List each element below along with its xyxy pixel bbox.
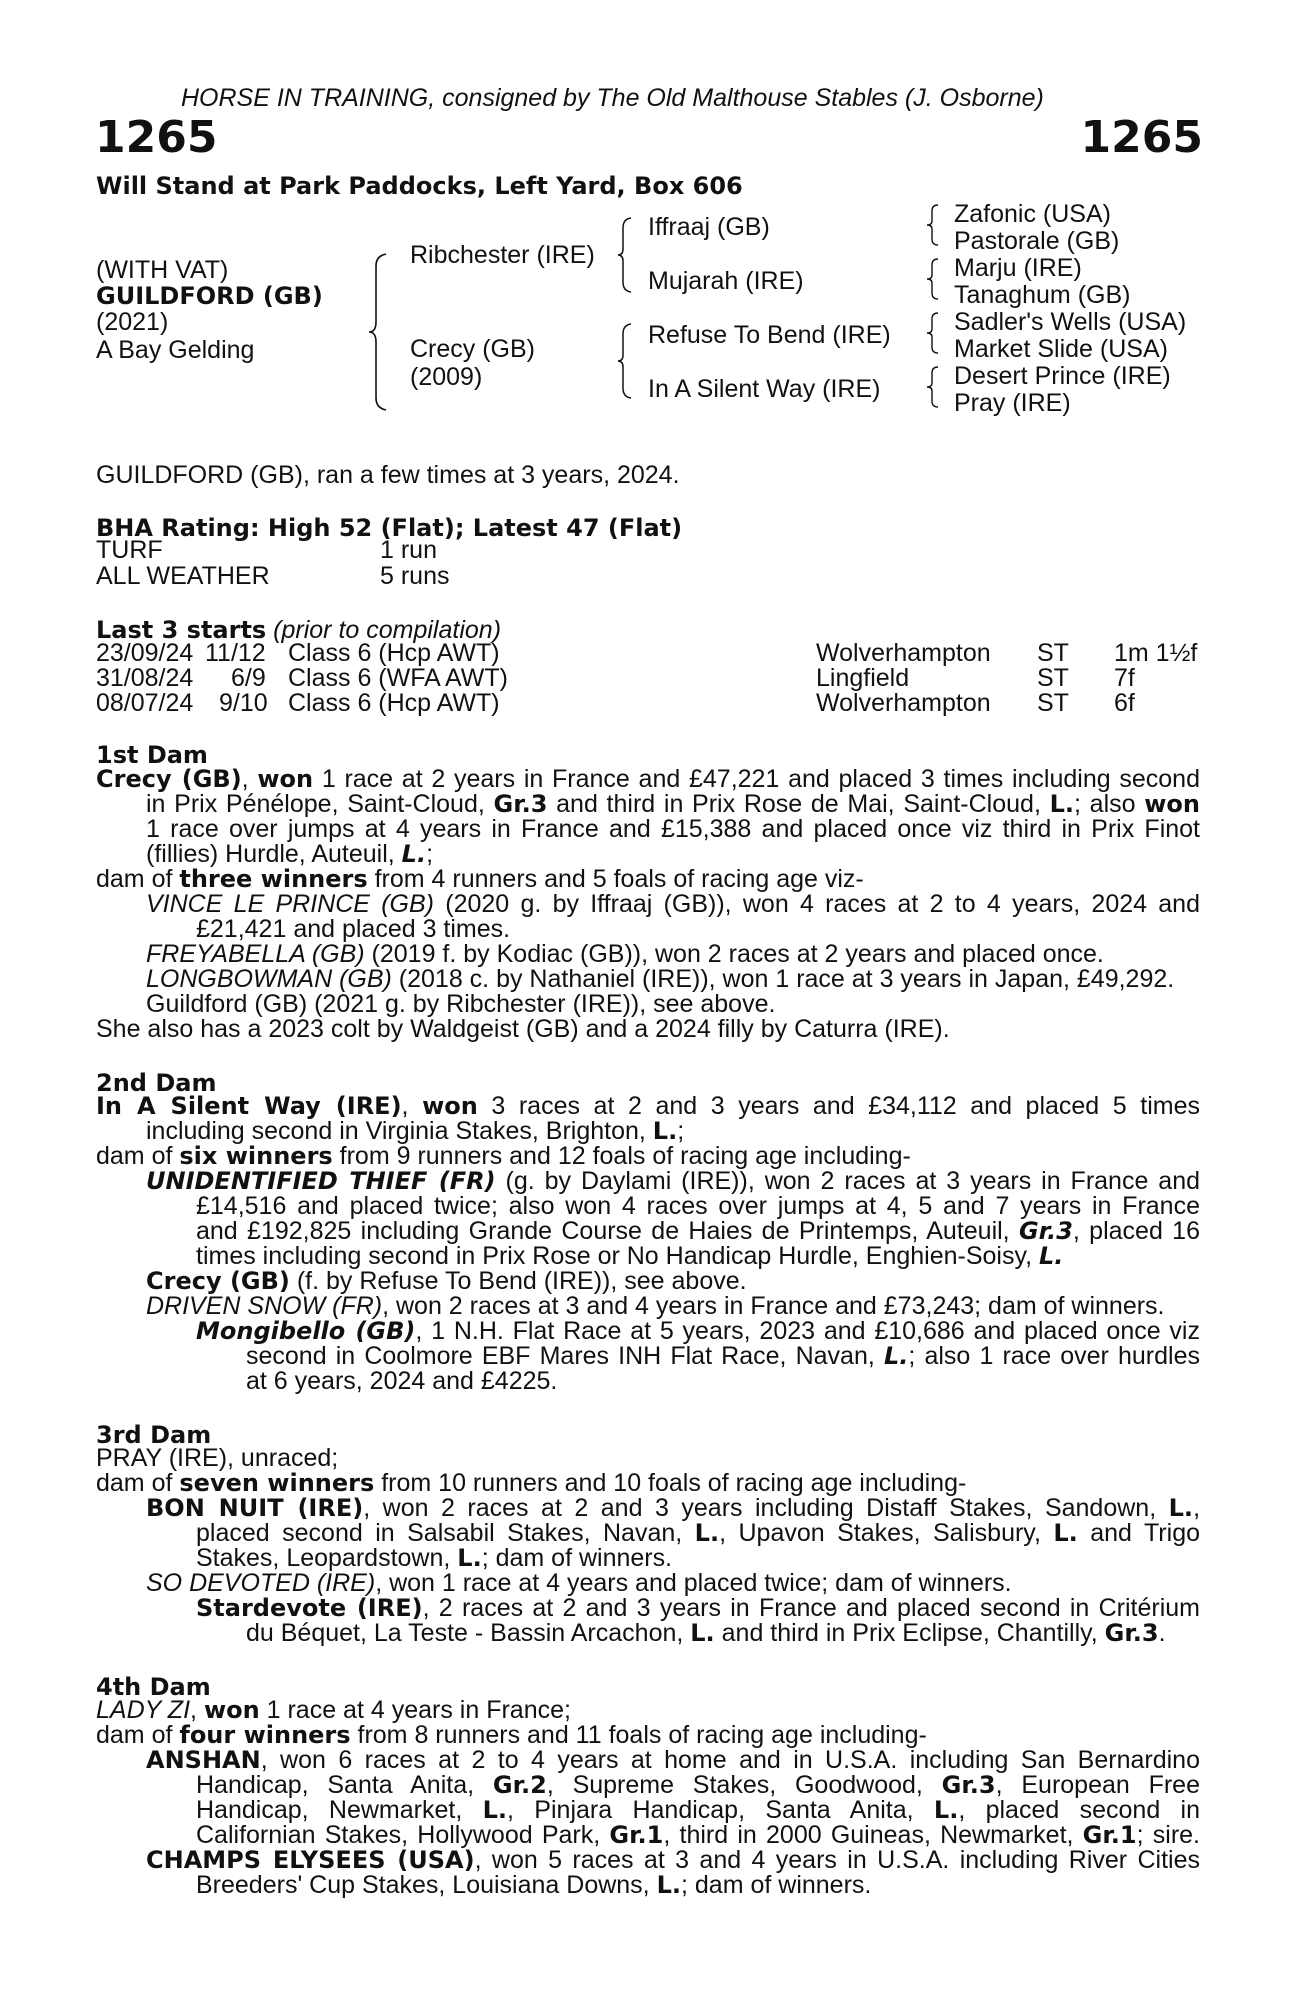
- section-heading: 3rd Dam: [96, 1421, 212, 1449]
- start-going: ST: [1037, 664, 1069, 692]
- text-run: 1 race at 2 years in France and £47,221 and placed 3 times including second: [313, 765, 1200, 793]
- start-position: 11/12: [205, 639, 266, 667]
- text-run: Gr.2: [492, 1771, 547, 1799]
- progeny-line: [146, 1571, 1012, 1596]
- text-run: L.: [1049, 790, 1075, 818]
- dam-line: [96, 1698, 571, 1723]
- text-run: , 1 N.H. Flat Race at 5 years, 2023 and £10,686 and placed once viz: [415, 1317, 1200, 1345]
- start-date: 23/09/24: [96, 639, 194, 667]
- lot-number-right: 1265: [1080, 112, 1203, 163]
- dam-note: She also has a 2023 colt by Waldgeist (GB) and a 2024 filly by Caturra (IRE).: [96, 1015, 950, 1043]
- race-summary: GUILDFORD (GB), ran a few times at 3 years, 2024.: [96, 461, 680, 489]
- text-run: LONGBOWMAN (GB): [146, 965, 392, 993]
- text-run: FREYABELLA (GB): [146, 940, 365, 968]
- start-going: ST: [1037, 689, 1069, 717]
- last-starts-title: Last 3 starts: [96, 616, 267, 644]
- text-run: L.: [883, 1342, 909, 1370]
- text-run: Gr.1: [609, 1821, 664, 1849]
- text-run: , won 6 races at 2 to 4 years at home and in U.S.A. including San Bernardino: [260, 1746, 1200, 1774]
- text-run: , 2 races at 2 and 3 years in France and placed second in Critérium: [422, 1594, 1200, 1622]
- dam-line: [146, 1119, 684, 1144]
- text-run: second in Coolmore EBF Mares INH Flat Race, Navan,: [246, 1342, 884, 1370]
- pedigree-g5: Sadler's Wells (USA): [954, 308, 1187, 336]
- dam-line: [96, 767, 1200, 792]
- progeny-line: [196, 1823, 1200, 1848]
- text-run: three winners: [179, 865, 368, 893]
- progeny-line: [196, 1244, 1063, 1269]
- text-run: including second in Virginia Stakes, Brighton,: [146, 1117, 653, 1145]
- text-run: (g. by Daylami (IRE)), won 2 races at 3 years in France and: [495, 1167, 1201, 1195]
- progeny-line: [196, 1798, 1200, 1823]
- start-course: Wolverhampton: [816, 639, 991, 667]
- progeny-line: [146, 1294, 1165, 1319]
- stable-location: Will Stand at Park Paddocks, Left Yard, Box 606: [96, 172, 743, 200]
- pedigree-sire: Ribchester (IRE): [410, 241, 595, 269]
- pedigree-g4: Tanaghum (GB): [954, 281, 1131, 309]
- pedigree-dam-year: (2009): [410, 363, 483, 391]
- pedigree-g7: Desert Prince (IRE): [954, 362, 1171, 390]
- text-run: won: [1144, 790, 1200, 818]
- text-run: L.: [1168, 1494, 1194, 1522]
- text-run: L.: [482, 1796, 508, 1824]
- progeny-line: at 6 years, 2024 and £4225.: [246, 1367, 558, 1395]
- text-run: , Upavon Stakes, Salisbury,: [719, 1519, 1054, 1547]
- progeny-line: [146, 892, 1200, 917]
- progeny-line: [196, 1546, 672, 1571]
- dam-line: 1 race over jumps at 4 years in France and £15,388 and placed once viz third in Prix Finot: [146, 815, 1200, 843]
- text-run: (f. by Refuse To Bend (IRE)), see above.: [289, 1267, 747, 1295]
- text-run: dam of: [96, 1721, 180, 1749]
- text-run: dam of: [96, 865, 180, 893]
- text-run: L.: [690, 1619, 715, 1647]
- text-run: du Béquet, La Teste - Bassin Arcachon,: [246, 1619, 691, 1647]
- text-run: (2020 g. by Iffraaj (GB)), won 4 races at 2 to 4 years, 2024 and: [434, 890, 1200, 918]
- text-run: Gr.3: [1104, 1619, 1159, 1647]
- text-run: Crecy (GB): [146, 1267, 290, 1295]
- progeny-line: [146, 1269, 747, 1294]
- pedigree-brace-dam: [617, 322, 633, 400]
- text-run: , placed 16: [1072, 1217, 1200, 1245]
- start-distance: 1m 1½f: [1114, 639, 1198, 667]
- progeny-line: [146, 942, 1104, 967]
- text-run: , won 5 races at 3 and 4 years in U.S.A. including River Cities: [474, 1846, 1201, 1874]
- dam-line: [96, 867, 864, 892]
- rating-runs-turf: 1 run: [380, 536, 437, 564]
- text-run: Gr.1: [1082, 1821, 1137, 1849]
- text-run: (2018 c. by Nathaniel (IRE)), won 1 race at 3 years in Japan, £49,292.: [391, 965, 1175, 993]
- text-run: ; dam of winners.: [481, 1544, 673, 1572]
- progeny-line: [196, 1596, 1200, 1621]
- text-run: won: [203, 1696, 260, 1724]
- text-run: ,: [401, 1092, 423, 1120]
- start-race: Class 6 (Hcp AWT): [288, 639, 500, 667]
- pedigree-brace-g4: [926, 365, 940, 409]
- progeny-line: [196, 1521, 1200, 1546]
- text-run: Gr.3: [1018, 1217, 1073, 1245]
- pedigree-g1: Zafonic (USA): [954, 200, 1111, 228]
- start-date: 08/07/24: [96, 689, 194, 717]
- vat-status: (WITH VAT): [96, 256, 229, 284]
- pedigree-g3: Marju (IRE): [954, 254, 1082, 282]
- text-run: Crecy (GB): [96, 765, 242, 793]
- text-run: 1 race at 4 years in France;: [259, 1696, 571, 1724]
- text-run: 3 races at 2 and 3 years and £34,112 and placed 5 times: [477, 1092, 1200, 1120]
- text-run: DRIVEN SNOW (FR): [146, 1292, 383, 1320]
- dam-line: [146, 842, 433, 867]
- text-run: ; also 1 race over hurdles: [908, 1342, 1200, 1370]
- text-run: L.: [652, 1117, 678, 1145]
- progeny-line: [246, 1344, 1200, 1369]
- pedigree-g6: Market Slide (USA): [954, 335, 1168, 363]
- text-run: ANSHAN: [146, 1746, 261, 1774]
- start-position: 9/10: [219, 689, 268, 717]
- text-run: L.: [1039, 1242, 1064, 1270]
- text-run: placed second in Salsabil Stakes, Navan,: [196, 1519, 695, 1547]
- text-run: from 4 runners and 5 foals of racing age viz-: [367, 865, 864, 893]
- text-run: ,: [190, 1696, 204, 1724]
- text-run: L.: [401, 840, 427, 868]
- text-run: ;: [677, 1117, 685, 1145]
- dam-line: [96, 1094, 1200, 1119]
- text-run: Gr.3: [493, 790, 548, 818]
- text-run: ; sire.: [1136, 1821, 1200, 1849]
- text-run: UNIDENTIFIED THIEF (FR): [146, 1167, 496, 1195]
- text-run: L.: [1053, 1519, 1078, 1547]
- text-run: six winners: [179, 1142, 333, 1170]
- progeny-line: [146, 967, 1174, 992]
- progeny-line: [246, 1621, 1166, 1646]
- section-heading: 4th Dam: [96, 1673, 211, 1701]
- last-starts-note: (prior to compilation): [273, 616, 502, 644]
- text-run: In A Silent Way (IRE): [96, 1092, 402, 1120]
- start-race: Class 6 (Hcp AWT): [288, 689, 500, 717]
- text-run: from 10 runners and 10 foals of racing age including-: [374, 1469, 967, 1497]
- rating-surface-aw: ALL WEATHER: [96, 562, 270, 590]
- text-run: , Pinjara Handicap, Santa Anita,: [507, 1796, 934, 1824]
- text-run: won: [257, 765, 314, 793]
- text-run: dam of: [96, 1469, 180, 1497]
- pedigree-dam-sire: Refuse To Bend (IRE): [648, 321, 891, 349]
- start-position: 6/9: [231, 664, 266, 692]
- progeny-line: [196, 1873, 871, 1898]
- pedigree-sire-dam: Mujarah (IRE): [648, 267, 804, 295]
- text-run: Stakes, Leopardstown,: [196, 1544, 458, 1572]
- start-going: ST: [1037, 639, 1069, 667]
- text-run: Mongibello (GB): [196, 1317, 416, 1345]
- dam-line: [96, 1471, 966, 1496]
- text-run: dam of: [96, 1142, 180, 1170]
- horse-name: GUILDFORD (GB): [96, 282, 323, 310]
- dam-line: [96, 1144, 911, 1169]
- progeny-line: [196, 1319, 1200, 1344]
- start-course: Lingfield: [816, 664, 910, 692]
- text-run: SO DEVOTED (IRE): [146, 1569, 376, 1597]
- start-race: Class 6 (WFA AWT): [288, 664, 508, 692]
- progeny-line: [146, 1748, 1200, 1773]
- lot-number-left: 1265: [95, 112, 218, 163]
- progeny-line: Guildford (GB) (2021 g. by Ribchester (IRE)), see above.: [146, 990, 776, 1018]
- horse-year: (2021): [96, 308, 169, 336]
- text-run: and Trigo: [1077, 1519, 1200, 1547]
- pedigree-brace-g1: [926, 203, 940, 247]
- bha-rating: BHA Rating: High 52 (Flat); Latest 47 (Flat): [96, 514, 683, 542]
- text-run: , placed second in: [958, 1796, 1201, 1824]
- pedigree-g2: Pastorale (GB): [954, 227, 1120, 255]
- text-run: in Prix Pénélope, Saint-Cloud,: [146, 790, 494, 818]
- text-run: four winners: [179, 1721, 351, 1749]
- text-run: Breeders' Cup Stakes, Louisiana Downs,: [196, 1871, 657, 1899]
- pedigree-sire-sire: Iffraaj (GB): [648, 213, 770, 241]
- text-run: , won 2 races at 3 and 4 years in France and £73,243; dam of winners.: [382, 1292, 1165, 1320]
- text-run: from 9 runners and 12 foals of racing age including-: [332, 1142, 911, 1170]
- pedigree-brace-main: [368, 252, 390, 412]
- text-run: won: [422, 1092, 478, 1120]
- text-run: , third in 2000 Guineas, Newmarket,: [663, 1821, 1083, 1849]
- dam-line: PRAY (IRE), unraced;: [96, 1444, 339, 1472]
- progeny-line: £21,421 and placed 3 times.: [196, 915, 511, 943]
- start-course: Wolverhampton: [816, 689, 991, 717]
- text-run: L.: [933, 1796, 959, 1824]
- rating-surface-turf: TURF: [96, 536, 163, 564]
- section-heading: 2nd Dam: [96, 1069, 217, 1097]
- text-run: seven winners: [179, 1469, 375, 1497]
- dam-line: [96, 1723, 927, 1748]
- text-run: .: [1158, 1619, 1166, 1647]
- progeny-line: [146, 1169, 1200, 1194]
- text-run: ; dam of winners.: [681, 1871, 872, 1899]
- progeny-line: £14,516 and placed twice; also won 4 races over jumps at 4, 5 and 7 years in France: [196, 1192, 1200, 1220]
- text-run: ; also: [1074, 790, 1145, 818]
- text-run: CHAMPS ELYSEES (USA): [146, 1846, 475, 1874]
- text-run: , European Free: [995, 1771, 1200, 1799]
- text-run: , won 1 race at 4 years and placed twice; dam of winners.: [375, 1569, 1012, 1597]
- text-run: and third in Prix Rose de Mai, Saint-Cloud,: [547, 790, 1050, 818]
- start-distance: 6f: [1114, 689, 1135, 717]
- pedigree-brace-g3: [926, 311, 940, 355]
- text-run: LADY ZI: [96, 1696, 191, 1724]
- text-run: and £192,825 including Grande Course de Haies de Printemps, Auteuil,: [196, 1217, 1019, 1245]
- pedigree-dam-dam: In A Silent Way (IRE): [648, 375, 881, 403]
- rating-runs-aw: 5 runs: [380, 562, 450, 590]
- text-run: Gr.3: [941, 1771, 996, 1799]
- text-run: (2019 f. by Kodiac (GB)), won 2 races at 2 years and placed once.: [364, 940, 1104, 968]
- start-date: 31/08/24: [96, 664, 194, 692]
- pedigree-g8: Pray (IRE): [954, 389, 1071, 417]
- pedigree-brace-g2: [926, 257, 940, 301]
- text-run: and third in Prix Eclipse, Chantilly,: [714, 1619, 1105, 1647]
- progeny-line: [196, 1219, 1200, 1244]
- text-run: BON NUIT (IRE): [146, 1494, 364, 1522]
- text-run: from 8 runners and 11 foals of racing age including-: [350, 1721, 927, 1749]
- section-heading: 1st Dam: [96, 741, 208, 769]
- text-run: (fillies) Hurdle, Auteuil,: [146, 840, 402, 868]
- consignor-subtitle: HORSE IN TRAINING, consigned by The Old Malthouse Stables (J. Osborne): [181, 84, 1044, 112]
- progeny-line: [146, 1496, 1200, 1521]
- text-run: ,: [1193, 1494, 1201, 1522]
- text-run: Californian Stakes, Hollywood Park,: [196, 1821, 610, 1849]
- text-run: , won 2 races at 2 and 3 years including Distaff Stakes, Sandown,: [363, 1494, 1169, 1522]
- text-run: Handicap, Newmarket,: [196, 1796, 483, 1824]
- text-run: Handicap, Santa Anita,: [196, 1771, 493, 1799]
- text-run: , Supreme Stakes, Goodwood,: [546, 1771, 942, 1799]
- text-run: L.: [656, 1871, 681, 1899]
- progeny-line: [146, 1848, 1200, 1873]
- text-run: times including second in Prix Rose or No Handicap Hurdle, Enghien-Soisy,: [196, 1242, 1040, 1270]
- text-run: L.: [694, 1519, 720, 1547]
- horse-description: A Bay Gelding: [96, 336, 255, 364]
- progeny-line: [196, 1773, 1200, 1798]
- pedigree-brace-sire: [617, 216, 633, 294]
- text-run: ;: [426, 840, 434, 868]
- start-distance: 7f: [1114, 664, 1135, 692]
- pedigree-dam: Crecy (GB): [410, 335, 535, 363]
- dam-line: [146, 792, 1200, 817]
- text-run: L.: [457, 1544, 482, 1572]
- text-run: Stardevote (IRE): [196, 1594, 423, 1622]
- text-run: ,: [241, 765, 258, 793]
- text-run: VINCE LE PRINCE (GB): [146, 890, 434, 918]
